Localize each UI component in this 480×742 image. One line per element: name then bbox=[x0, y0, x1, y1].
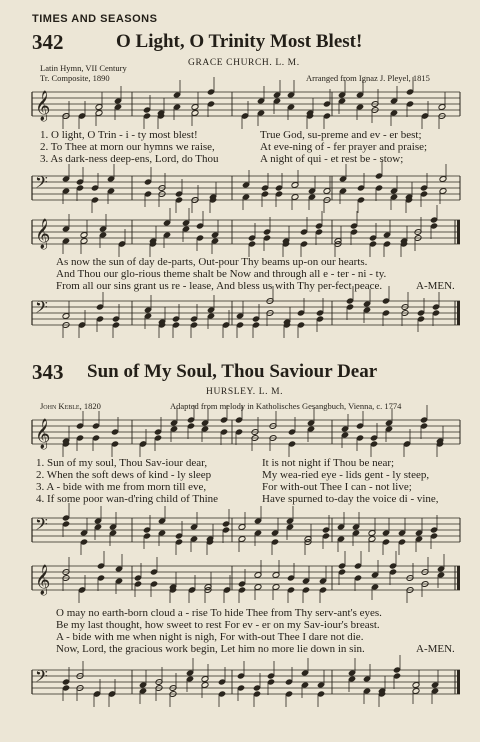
treble-staff bbox=[32, 414, 460, 454]
verse-line-right: A night of qui - et rest be - stow; bbox=[260, 153, 404, 165]
verse-line: A - bide with me when night is nigh, For with-out Thee I dare not die. bbox=[56, 631, 364, 643]
running-head: TIMES AND SEASONS bbox=[32, 13, 158, 25]
svg-text:𝄢: 𝄢 bbox=[35, 297, 48, 321]
verse-line: From all our sins grant us re - lease, And bless us with Thy per-fect peace. bbox=[56, 280, 383, 292]
verse-line: And Thou our glo-rious theme shalt be Now and through all e - ter - ni - ty. bbox=[56, 268, 387, 280]
hymn-title: O Light, O Trinity Most Blest! bbox=[116, 31, 363, 52]
svg-text:𝄞: 𝄞 bbox=[35, 565, 51, 595]
bass-staff bbox=[32, 295, 460, 335]
words-credit: Latin Hymn, VII Century bbox=[40, 63, 127, 73]
verse-line-right: Have spurned to-day the voice di - vine, bbox=[262, 493, 439, 505]
treble-staff bbox=[32, 560, 460, 600]
verse-line-left: 1. Sun of my soul, Thou Sav-iour dear, bbox=[36, 457, 208, 469]
svg-text:𝄢: 𝄢 bbox=[35, 172, 48, 196]
verse-line: O may no earth-born cloud a - rise To hide Thee from Thy serv-ant's eyes. bbox=[56, 607, 382, 619]
amen: A-MEN. bbox=[416, 280, 455, 292]
treble-staff bbox=[32, 214, 460, 254]
verse-line-left: 3. As dark-ness deep-ens, Lord, do Thou bbox=[40, 153, 219, 165]
svg-text:𝄞: 𝄞 bbox=[35, 419, 51, 449]
verse-line-right: For with-out Thee I can - not live; bbox=[262, 481, 412, 493]
tune-name: GRACE CHURCH. L. M. bbox=[188, 58, 300, 68]
verse-line-right: It is not night if Thou be near; bbox=[262, 457, 395, 469]
hymn-number: 342 bbox=[32, 30, 64, 54]
music-credit: Arranged from Ignaz J. Pleyel, 1815 bbox=[306, 73, 430, 83]
bass-staff bbox=[32, 512, 460, 552]
translator-credit: Tr. Composite, 1890 bbox=[40, 73, 110, 83]
svg-text:𝄞: 𝄞 bbox=[35, 219, 51, 249]
tune-name: HURSLEY. L. M. bbox=[206, 387, 284, 397]
verse-line-right: True God, su-preme and ev - er best; bbox=[260, 129, 422, 141]
svg-text:𝄢: 𝄢 bbox=[35, 514, 48, 538]
verse-line-left: 2. When the soft dews of kind - ly sleep bbox=[36, 469, 212, 481]
verse-line: As now the sun of day de-parts, Out-pour Thy beams up-on our hearts. bbox=[56, 256, 368, 268]
verse-line-right: At eve-ning of - fer prayer and praise; bbox=[260, 141, 428, 153]
verse-line: Be my last thought, how sweet to rest For ev - er on my Sav-iour's breast. bbox=[56, 619, 380, 631]
hymn-number: 343 bbox=[32, 360, 64, 384]
verse-line-left: 3. A - bide with me from morn till eve, bbox=[36, 481, 207, 493]
verse-line-left: 4. If some poor wan-d'ring child of Thine bbox=[36, 493, 219, 505]
music-credit: Adapted from melody in Katholisches Gesangbuch, Vienna, c. 1774 bbox=[170, 401, 402, 411]
verse-line-right: My wea-ried eye - lids gent - ly steep, bbox=[262, 469, 430, 481]
treble-staff bbox=[32, 86, 460, 126]
hymn-title: Sun of My Soul, Thou Saviour Dear bbox=[87, 361, 378, 382]
svg-text:𝄢: 𝄢 bbox=[35, 666, 48, 690]
verse-line-left: 2. To Thee at morn our hymns we raise, bbox=[40, 141, 215, 153]
amen: A-MEN. bbox=[416, 643, 455, 655]
verse-line-left: 1. O light, O Trin - i - ty most blest! bbox=[40, 129, 198, 141]
svg-text:𝄞: 𝄞 bbox=[35, 91, 51, 121]
bass-staff bbox=[32, 170, 460, 210]
verse-line: Now, Lord, the gracious work begin, Let him no more lie down in sin. bbox=[56, 643, 365, 655]
bass-staff bbox=[32, 664, 460, 704]
words-credit: John Keble, 1820 bbox=[40, 401, 101, 411]
